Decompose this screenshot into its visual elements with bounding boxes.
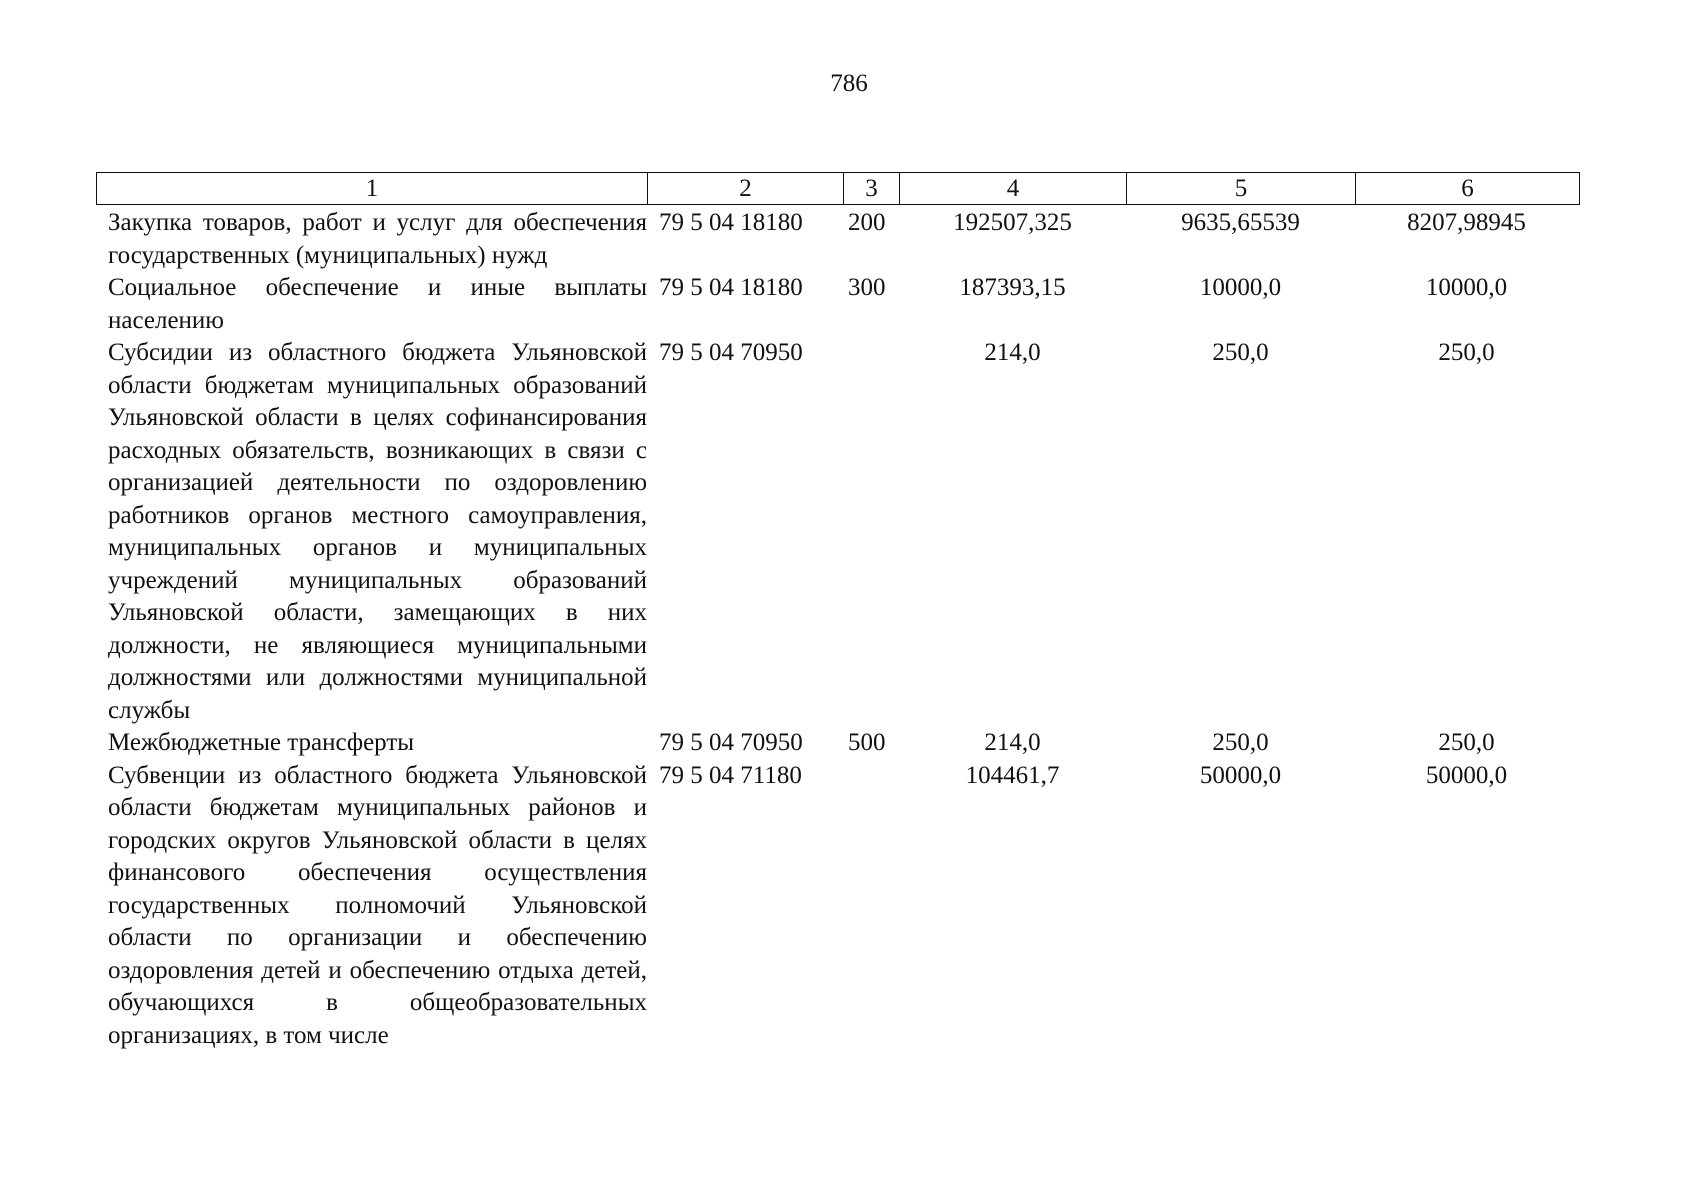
row-expense-type <box>843 337 899 727</box>
row-expense-type: 500 <box>848 729 886 756</box>
header-col-2: 2 <box>648 173 844 204</box>
row-target-code: 79 5 04 70950 <box>659 339 803 366</box>
row-amount-col6: 250,0 <box>1438 339 1495 366</box>
table-row <box>96 760 1580 1053</box>
row-amount-col4: 214,0 <box>984 339 1041 366</box>
row-target-code: 79 5 04 18180 <box>659 209 803 236</box>
header-col-5: 5 <box>1127 173 1356 204</box>
row-amount-col4: 214,0 <box>984 729 1041 756</box>
row-description: Социальное обеспечение и иные выплаты населению <box>108 274 647 334</box>
table-row <box>96 337 1580 727</box>
table-row <box>96 727 1580 760</box>
row-amount-col6: 8207,98945 <box>1407 209 1526 236</box>
row-amount-col5: 50000,0 <box>1199 761 1282 789</box>
row-expense-type: 300 <box>848 274 886 301</box>
row-amount-col5: 9635,65539 <box>1181 209 1300 236</box>
row-amount-col5: 250,0 <box>1212 729 1269 756</box>
row-target-code: 79 5 04 70950 <box>659 729 803 756</box>
row-amount-col4: 187393,15 <box>959 274 1066 301</box>
row-description: Межбюджетные трансферты <box>108 729 415 756</box>
row-target-code: 79 5 04 18180 <box>659 274 803 301</box>
row-description: Субсидии из областного бюджета Ульяновской области бюджетам муниципальных образований Ульяновской области в целях софинансирования расходных обязательств, возникающих в связи с организацией деятельности по оздоровлению работников органов местного самоуправления, муниципальных органов и муниципальных учреждений муниципальных образований Ульяновской области, замещающих в них должности, не являющиеся муниципальными должностями или должностями муниципальной службы <box>108 339 647 724</box>
row-amount-col4: 192507,325 <box>953 209 1072 236</box>
table-header-row <box>96 172 1580 205</box>
row-description: Субвенции из областного бюджета Ульяновской области бюджетам муниципальных районов и городских округов Ульяновской области в целях финансового обеспечения осуществления государственных полномочий Ульяновской области по организации и обеспечению оздоровления детей и обеспечению отдыха детей, обучающихся в общеобразовательных организациях, в том числе <box>108 761 647 1049</box>
row-amount-col5: 250,0 <box>1212 339 1269 366</box>
page-number: 786 <box>830 70 868 97</box>
row-amount-col5: 10000,0 <box>1199 274 1282 301</box>
row-target-code: 79 5 04 71180 <box>659 761 802 789</box>
header-col-4: 4 <box>900 173 1127 204</box>
row-amount-col6: 250,0 <box>1438 729 1495 756</box>
table-row <box>96 272 1580 337</box>
row-amount-col6: 10000,0 <box>1425 274 1508 301</box>
row-amount-col4: 104461,7 <box>965 761 1060 789</box>
header-col-1: 1 <box>97 173 648 204</box>
header-col-6: 6 <box>1461 175 1474 202</box>
row-amount-col6: 50000,0 <box>1425 761 1508 789</box>
row-expense-type: 200 <box>848 209 886 236</box>
table-row <box>96 207 1580 272</box>
table-body <box>96 207 1580 1052</box>
row-description: Закупка товаров, работ и услуг для обеспечения государственных (муниципальных) нужд <box>108 209 647 269</box>
header-col-3: 3 <box>844 173 900 204</box>
row-expense-type <box>843 760 899 1053</box>
